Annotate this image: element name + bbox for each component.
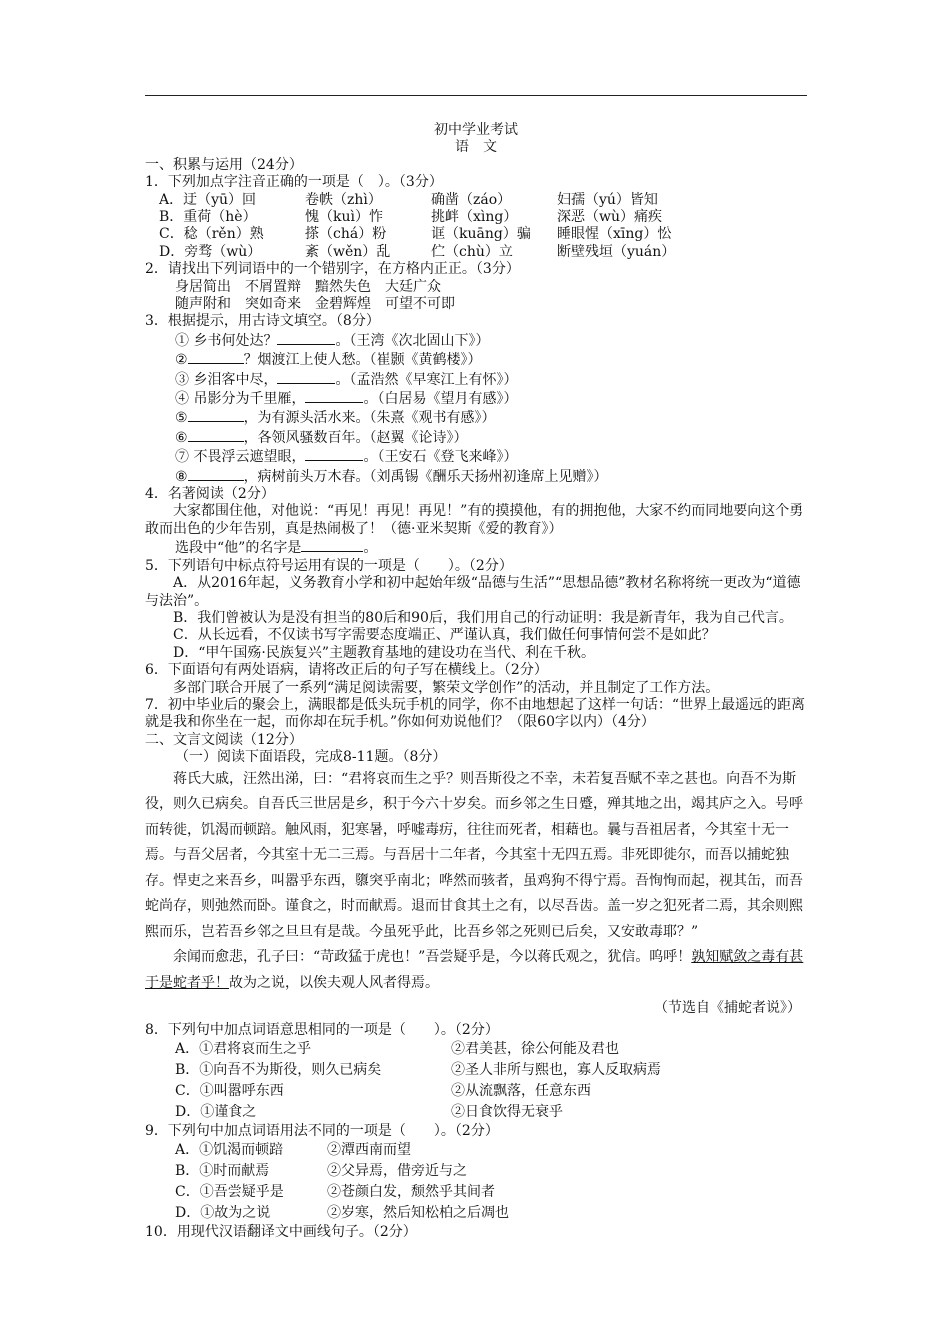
q8-option-cell: ②君美甚，徐公何能及君也: [451, 1040, 619, 1057]
q1-option-cell: 搽（chá）粉: [305, 226, 387, 243]
q9-option-cell: D．①故为之说: [175, 1205, 271, 1222]
q9-option-row: [145, 1161, 807, 1182]
q1-option-cell: 妇孺（yú）皆知: [557, 191, 658, 208]
q6-stem: 6．下面语句有两处语病，请将改正后的句子写在横线上。（2分）: [145, 662, 548, 679]
q8-option-cell: ②从流飘落，任意东西: [451, 1082, 591, 1099]
fill-blank[interactable]: [277, 370, 335, 384]
classical-passage-end: 余闻而愈悲，孔子曰：“苛政猛于虎也！”吾尝疑乎是，今以蒋氏观之，犹信。呜呼！孰知赋敛之毒有甚于是蛇者乎！故为之说，以俟夫观人风者得焉。: [145, 949, 804, 991]
q10-stem: 10．用现代汉语翻译文中画线句子。（2分）: [145, 1224, 417, 1241]
classical-passage: 蒋氏大戚，汪然出涕，曰：“君将哀而生之乎？则吾斯役之不幸，未若复吾赋不幸之甚也。向吾不为斯役，则久已病矣。自吾氏三世居是乡，积于今六十岁矣。而乡邻之生日蹙，殚其地之出，竭其庐之入。号呼而转徙，饥渴而顿踣。触风雨，犯寒暑，呼嘘毒疠，往往而死者，相藉也。曩与吾祖居者，今其室十无一焉。与吾父居者，今其室十无二三焉。与吾居十二年者，今其室十无四五焉。非死即徙尔，而吾以捕蛇独存。悍吏之来吾乡，叫嚣乎东西，隳突乎南北；哗然而骇者，虽鸡狗不得宁焉。吾恂恂而起，视其缶，而吾蛇尚存，则弛然而卧。谨食之，时而献焉。退而甘食其土之有，以尽吾齿。盖一岁之犯死者二焉，其余则熙熙而乐，岂若吾乡邻之旦旦有是哉。今虽死乎此，比吾乡邻之死则已后矣，又安敢毒耶？”: [145, 770, 803, 940]
q8-option-cell: ②圣人非所与熙也，寡人反取病焉: [451, 1061, 661, 1078]
q3-stem: 3．根据提示，用古诗文填空。（8分）: [145, 313, 380, 330]
underlined-sentence: 孰知赋敛之毒有甚于是蛇者乎！: [145, 949, 804, 991]
q1-option-cell: C．稔（rěn）熟: [159, 226, 264, 243]
q9-option-cell: ②父异焉，借旁近与之: [327, 1163, 467, 1180]
q9-option-cell: ②潭西南而望: [327, 1142, 411, 1159]
fill-blank[interactable]: [188, 408, 244, 422]
q9-option-row: [145, 1140, 807, 1161]
q1-option-cell: 睡眼惺（xīng）忪: [557, 226, 672, 243]
passage-source: （节选自《捕蛇者说》）: [654, 1000, 801, 1017]
q8-option-row: [145, 1039, 807, 1060]
q8-option-row: [145, 1060, 807, 1081]
q3-item: ⑤ ，为有源头活水来。（朱熹《观书有感》）: [175, 410, 496, 427]
q3-item: ④ 吊影分为千里雁， 。（白居易《望月有感》）: [175, 391, 518, 408]
fill-blank[interactable]: [305, 447, 363, 461]
q8-option-cell: A．①君将哀而生之乎: [175, 1040, 312, 1057]
q3-item: ③ 乡泪客中尽， 。（孟浩然《早寒江上有怀》）: [175, 371, 518, 388]
q3-item: ① 乡书何处达？ 。（王湾《次北固山下》）: [175, 332, 490, 349]
q9-option-row: [145, 1182, 807, 1203]
q4-passage: 大家都围住他，对他说：“再见！再见！再见！”有的摸摸他，有的拥抱他，大家不约而同地要向这个勇敢而出色的少年告别，真是热闹极了！（德·亚米契斯《爱的教育》）: [145, 503, 804, 537]
q8-option-cell: B．①向吾不为斯役，则久已病矣: [175, 1061, 382, 1078]
q1-option-cell: 确凿（záo）: [431, 191, 512, 208]
q3-item: ② ？烟渡江上使人愁。（崔颢《黄鹤楼》）: [175, 352, 482, 369]
q1-option-cell: 断壁残垣（yuán）: [557, 243, 676, 260]
q1-option-cell: 卷帙（zhì）: [305, 191, 382, 208]
section-2-subtitle: （一）阅读下面语段，完成8-11题。（8分）: [175, 749, 447, 766]
q9-option-cell: ②苍颜白发，颓然乎其间者: [327, 1184, 495, 1201]
fill-blank[interactable]: [305, 389, 363, 403]
exam-page: [145, 122, 807, 1242]
q1-option-cell: 挑衅（xìng）: [431, 209, 518, 226]
q1-option-cell: A．迂（yū）回: [159, 191, 257, 208]
q1-option-row: [145, 192, 807, 209]
q1-option-cell: 深恶（wù）痛疾: [557, 209, 662, 226]
q1-option-cell: D．旁骛（wù）: [159, 243, 262, 260]
q2-line: 随声附和 突如奇来 金碧辉煌 可望不可即: [175, 296, 455, 312]
q9-options: [145, 1140, 807, 1224]
q1-stem: 1．下列加点字注音正确的一项是（ ）。（3分）: [145, 174, 443, 191]
q1-option-cell: 紊（wěn）乱: [305, 243, 391, 260]
section-1-title: 一、积累与运用（24分）: [145, 156, 303, 173]
header-rule: [145, 95, 807, 96]
q4-question: 选段中“他”的名字是 。: [175, 540, 378, 557]
q8-option-cell: ②日食饮得无衰乎: [451, 1103, 563, 1120]
fill-blank[interactable]: [188, 350, 244, 364]
exam-title: 初中学业考试: [434, 122, 518, 138]
q4-stem: 4．名著阅读（2分）: [145, 486, 275, 503]
fill-blank[interactable]: [277, 331, 335, 345]
fill-blank[interactable]: [188, 467, 244, 481]
q8-option-row: [145, 1081, 807, 1102]
q8-option-cell: D．①谨食之: [175, 1103, 257, 1120]
q9-option-cell: ②岁寒，然后知松柏之后凋也: [327, 1205, 509, 1222]
q1-option-row: [145, 209, 807, 226]
q1-option-cell: 伫（chù）立: [431, 243, 513, 260]
q5-option-b: B．我们曾被认为是没有担当的80后和90后，我们用自己的行动证明：我是新青年，我为自己代言。: [173, 609, 793, 626]
q3-items: [145, 331, 807, 486]
q8-option-row: [145, 1102, 807, 1123]
q8-option-cell: C．①叫嚣呼东西: [175, 1082, 284, 1099]
fill-blank[interactable]: [188, 428, 244, 442]
q9-option-cell: B．①时而献焉: [175, 1163, 270, 1180]
q9-option-cell: A．①饥渴而顿踣: [175, 1142, 284, 1159]
q3-item: ⑥ ，各领风骚数百年。（赵翼《论诗》）: [175, 429, 468, 446]
q7-stem: 7．初中毕业后的聚会上，满眼都是低头玩手机的同学，你不由地想起了这样一句话：“世界上最遥远的距离就是我和你坐在一起，而你却在玩手机。”你如何劝说他们？（限60字以内）（4分）: [145, 696, 806, 731]
q1-option-row: [145, 226, 807, 243]
q3-item: ⑧ ，病树前头万木春。（刘禹锡《酬乐天扬州初逢席上见赠》）: [175, 468, 608, 485]
q9-option-row: [145, 1203, 807, 1224]
q5-option-a: A．从2016年起，义务教育小学和初中起始年级“品德与生活”“思想品德”教材名称将统一更改为“道德与法治”。: [145, 575, 801, 609]
q3-item: ⑦ 不畏浮云遮望眼， 。（王安石《登飞来峰》）: [175, 449, 518, 466]
section-2-title: 二、文言文阅读（12分）: [145, 731, 303, 748]
q1-options: [145, 192, 807, 262]
q8-options: [145, 1039, 807, 1123]
exam-subject: 语 文: [455, 139, 497, 156]
q1-option-cell: 诓（kuāng）骗: [431, 226, 531, 243]
q9-stem: 9．下列句中加点词语用法不同的一项是（ ）。（2分）: [145, 1122, 499, 1139]
q1-option-row: [145, 244, 807, 261]
q9-option-cell: C．①吾尝疑乎是: [175, 1184, 284, 1201]
q6-sentence: 多部门联合开展了一系列“满足阅读需要，繁荣文学创作”的活动，并且制定了工作方法。: [173, 679, 720, 696]
q2-line: 身居简出 不屑置辩 黯然失色 大廷广众: [175, 278, 441, 295]
q2-stem: 2．请找出下列词语中的一个错别字，在方格内正正。（3分）: [145, 261, 520, 278]
q4-answer-blank[interactable]: [301, 538, 363, 552]
q1-option-cell: B．重荷（hè）: [159, 209, 257, 226]
q8-stem: 8．下列句中加点词语意思相同的一项是（ ）。（2分）: [145, 1021, 499, 1038]
q5-stem: 5．下列语句中标点符号运用有误的一项是（ ）。（2分）: [145, 557, 513, 574]
q5-option-d: D．“甲午国殇·民族复兴”主题教育基地的建设功在当代、利在千秋。: [173, 644, 595, 661]
q1-option-cell: 愧（kuì）怍: [305, 209, 383, 226]
q5-option-c: C．从长远看，不仅读书写字需要态度端正、严谨认真，我们做任何事情何尝不是如此？: [173, 627, 716, 644]
